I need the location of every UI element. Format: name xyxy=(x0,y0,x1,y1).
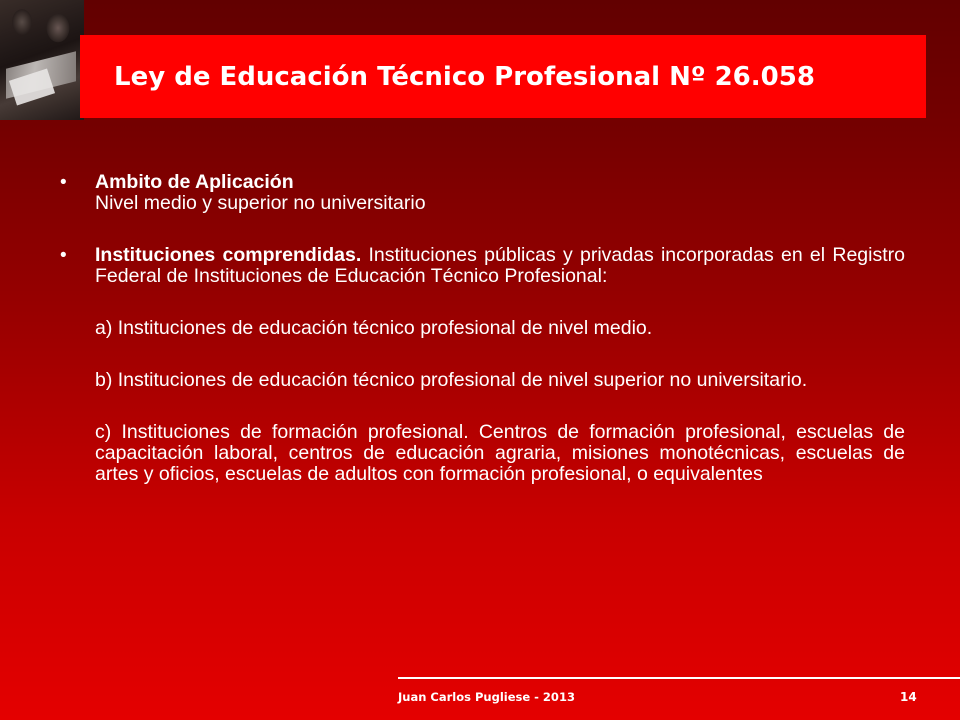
bullet-text: Instituciones públicas y privadas incorporadas en el Registro Federal de Instituciones de Educación Técnico Profesional: xyxy=(95,244,905,287)
bullet-heading: Ambito de Aplicación xyxy=(95,171,294,193)
slide-title: Ley de Educación Técnico Profesional Nº 26.058 xyxy=(114,61,815,92)
bullet-text: Nivel medio y superior no universitario xyxy=(95,192,426,214)
footer-divider xyxy=(398,677,960,679)
bullet-ambito xyxy=(60,172,905,214)
list-item-b: b) Instituciones de educación técnico profesional de nivel superior no universitario. xyxy=(95,369,808,391)
list-item-c: c) Instituciones de formación profesional. Centros de formación profesional, escuelas de capacitación laboral, centros de educación agraria, misiones monotécnicas, escuelas de artes y oficios, escuelas de adultos con formación profesional, o equivalentes xyxy=(95,421,905,485)
bullet-row xyxy=(60,245,905,287)
bullet-instituciones xyxy=(60,245,905,287)
bullet-marker: • xyxy=(60,245,67,266)
slide-content xyxy=(60,172,905,485)
title-band xyxy=(80,35,926,118)
page-number: 14 xyxy=(900,690,917,704)
header-photo xyxy=(0,0,84,120)
bullet-row xyxy=(60,172,905,193)
bullet-heading: Instituciones comprendidas. xyxy=(95,244,362,266)
bullet-marker: • xyxy=(60,172,67,193)
list-item-a: a) Instituciones de educación técnico profesional de nivel medio. xyxy=(95,317,653,339)
bullet-paragraph xyxy=(95,245,905,287)
footer-author: Juan Carlos Pugliese - 2013 xyxy=(398,690,575,704)
